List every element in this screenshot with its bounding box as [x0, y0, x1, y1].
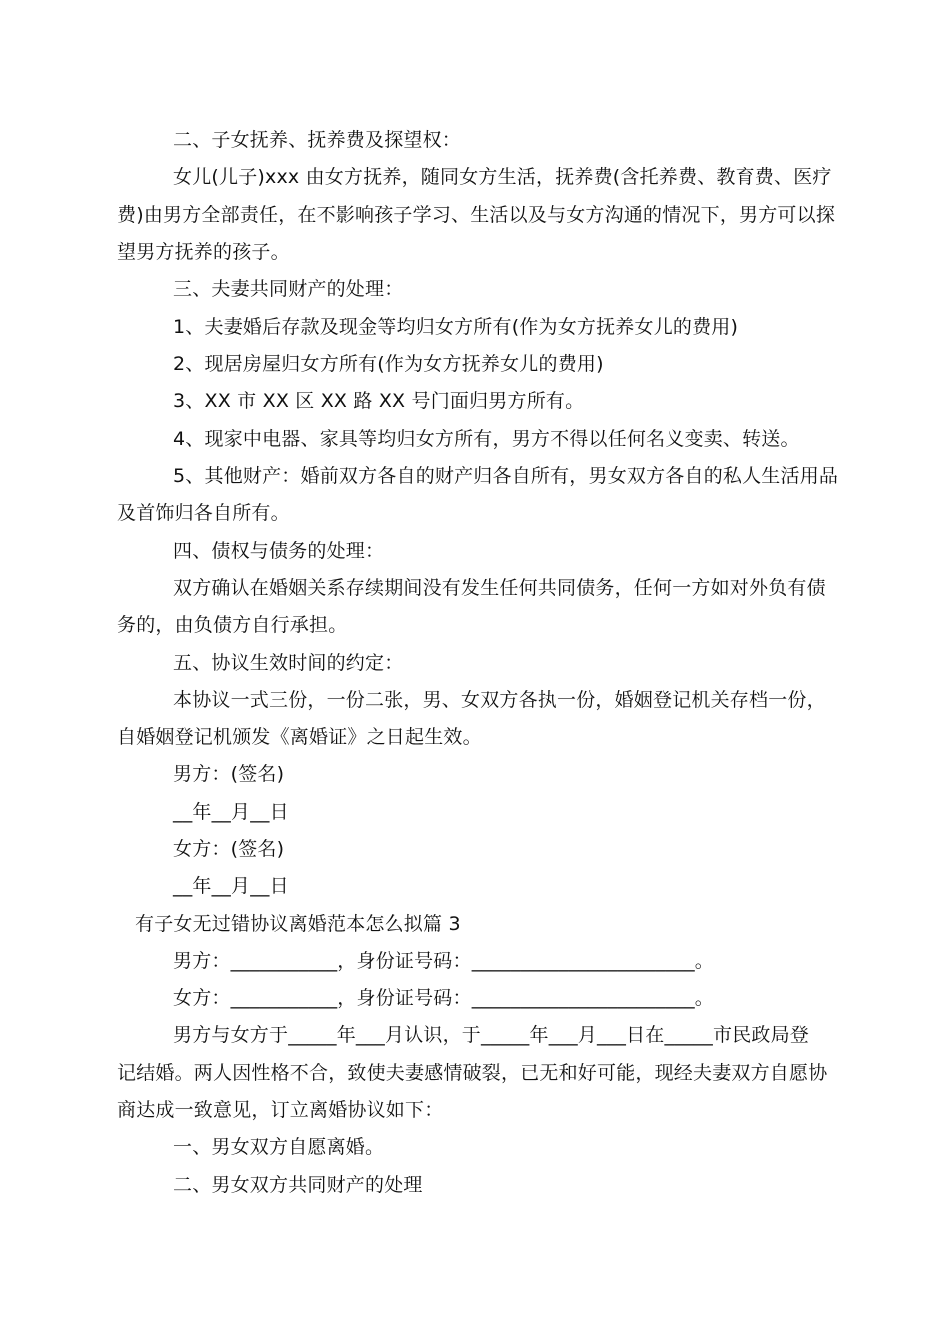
- article-title: 有子女无过错协议离婚范本怎么拟篇 3: [135, 913, 461, 935]
- male-id-line: 男方：___________，身份证号码：_______________________。: [173, 950, 715, 972]
- paragraph-line: 双方确认在婚姻关系存续期间没有发生任何共同债务，任何一方如对外负有债: [173, 577, 826, 599]
- list-item: 3、XX 市 XX 区 XX 路 XX 号门面归男方所有。: [173, 390, 585, 412]
- paragraph-line: 商达成一致意见，订立离婚协议如下：: [117, 1099, 444, 1121]
- list-item-continuation: 及首饰归各自所有。: [117, 502, 290, 524]
- paragraph-line: 本协议一式三份，一份二张，男、女双方各执一份，婚姻登记机关存档一份，: [173, 689, 826, 711]
- male-date-line: __年__月__日: [173, 801, 289, 823]
- male-signature-line: 男方：(签名): [173, 763, 285, 785]
- list-item: 二、男女双方共同财产的处理: [173, 1174, 423, 1196]
- female-id-line: 女方：___________，身份证号码：_______________________。: [173, 987, 715, 1009]
- list-item: 2、现居房屋归女方所有(作为女方抚养女儿的费用): [173, 353, 604, 375]
- paragraph-line: 记结婚。两人因性格不合，致使夫妻感情破裂，已无和好可能，现经夫妻双方自愿协: [117, 1062, 828, 1084]
- section-heading-child-custody: 二、子女抚养、抚养费及探望权：: [173, 129, 462, 151]
- female-date-line: __年__月__日: [173, 875, 289, 897]
- paragraph-line: 望男方抚养的孩子。: [117, 241, 290, 263]
- section-heading-joint-property: 三、夫妻共同财产的处理：: [173, 278, 404, 300]
- list-item: 一、男女双方自愿离婚。: [173, 1136, 385, 1158]
- list-item: 4、现家中电器、家具等均归女方所有，男方不得以任何名义变卖、转送。: [173, 428, 800, 450]
- list-item: 5、其他财产：婚前双方各自的财产归各自所有，男女双方各自的私人生活用品: [173, 465, 839, 487]
- paragraph-line: 男方与女方于_____年___月认识，于_____年___月___日在_____市民政局登: [173, 1024, 810, 1046]
- paragraph-line: 务的，由负债方自行承担。: [117, 614, 348, 636]
- list-item: 1、夫妻婚后存款及现金等均归女方所有(作为女方抚养女儿的费用): [173, 316, 739, 338]
- female-signature-line: 女方：(签名): [173, 838, 285, 860]
- paragraph-line: 自婚姻登记机颁发《离婚证》之日起生效。: [117, 726, 482, 748]
- paragraph-line: 费)由男方全部责任，在不影响孩子学习、生活以及与女方沟通的情况下，男方可以探: [117, 204, 836, 226]
- section-heading-effective-date: 五、协议生效时间的约定：: [173, 652, 404, 674]
- paragraph-line: 女儿(儿子)xxx 由女方抚养，随同女方生活，抚养费(含托养费、教育费、医疗: [173, 166, 832, 188]
- section-heading-debts: 四、债权与债务的处理：: [173, 540, 385, 562]
